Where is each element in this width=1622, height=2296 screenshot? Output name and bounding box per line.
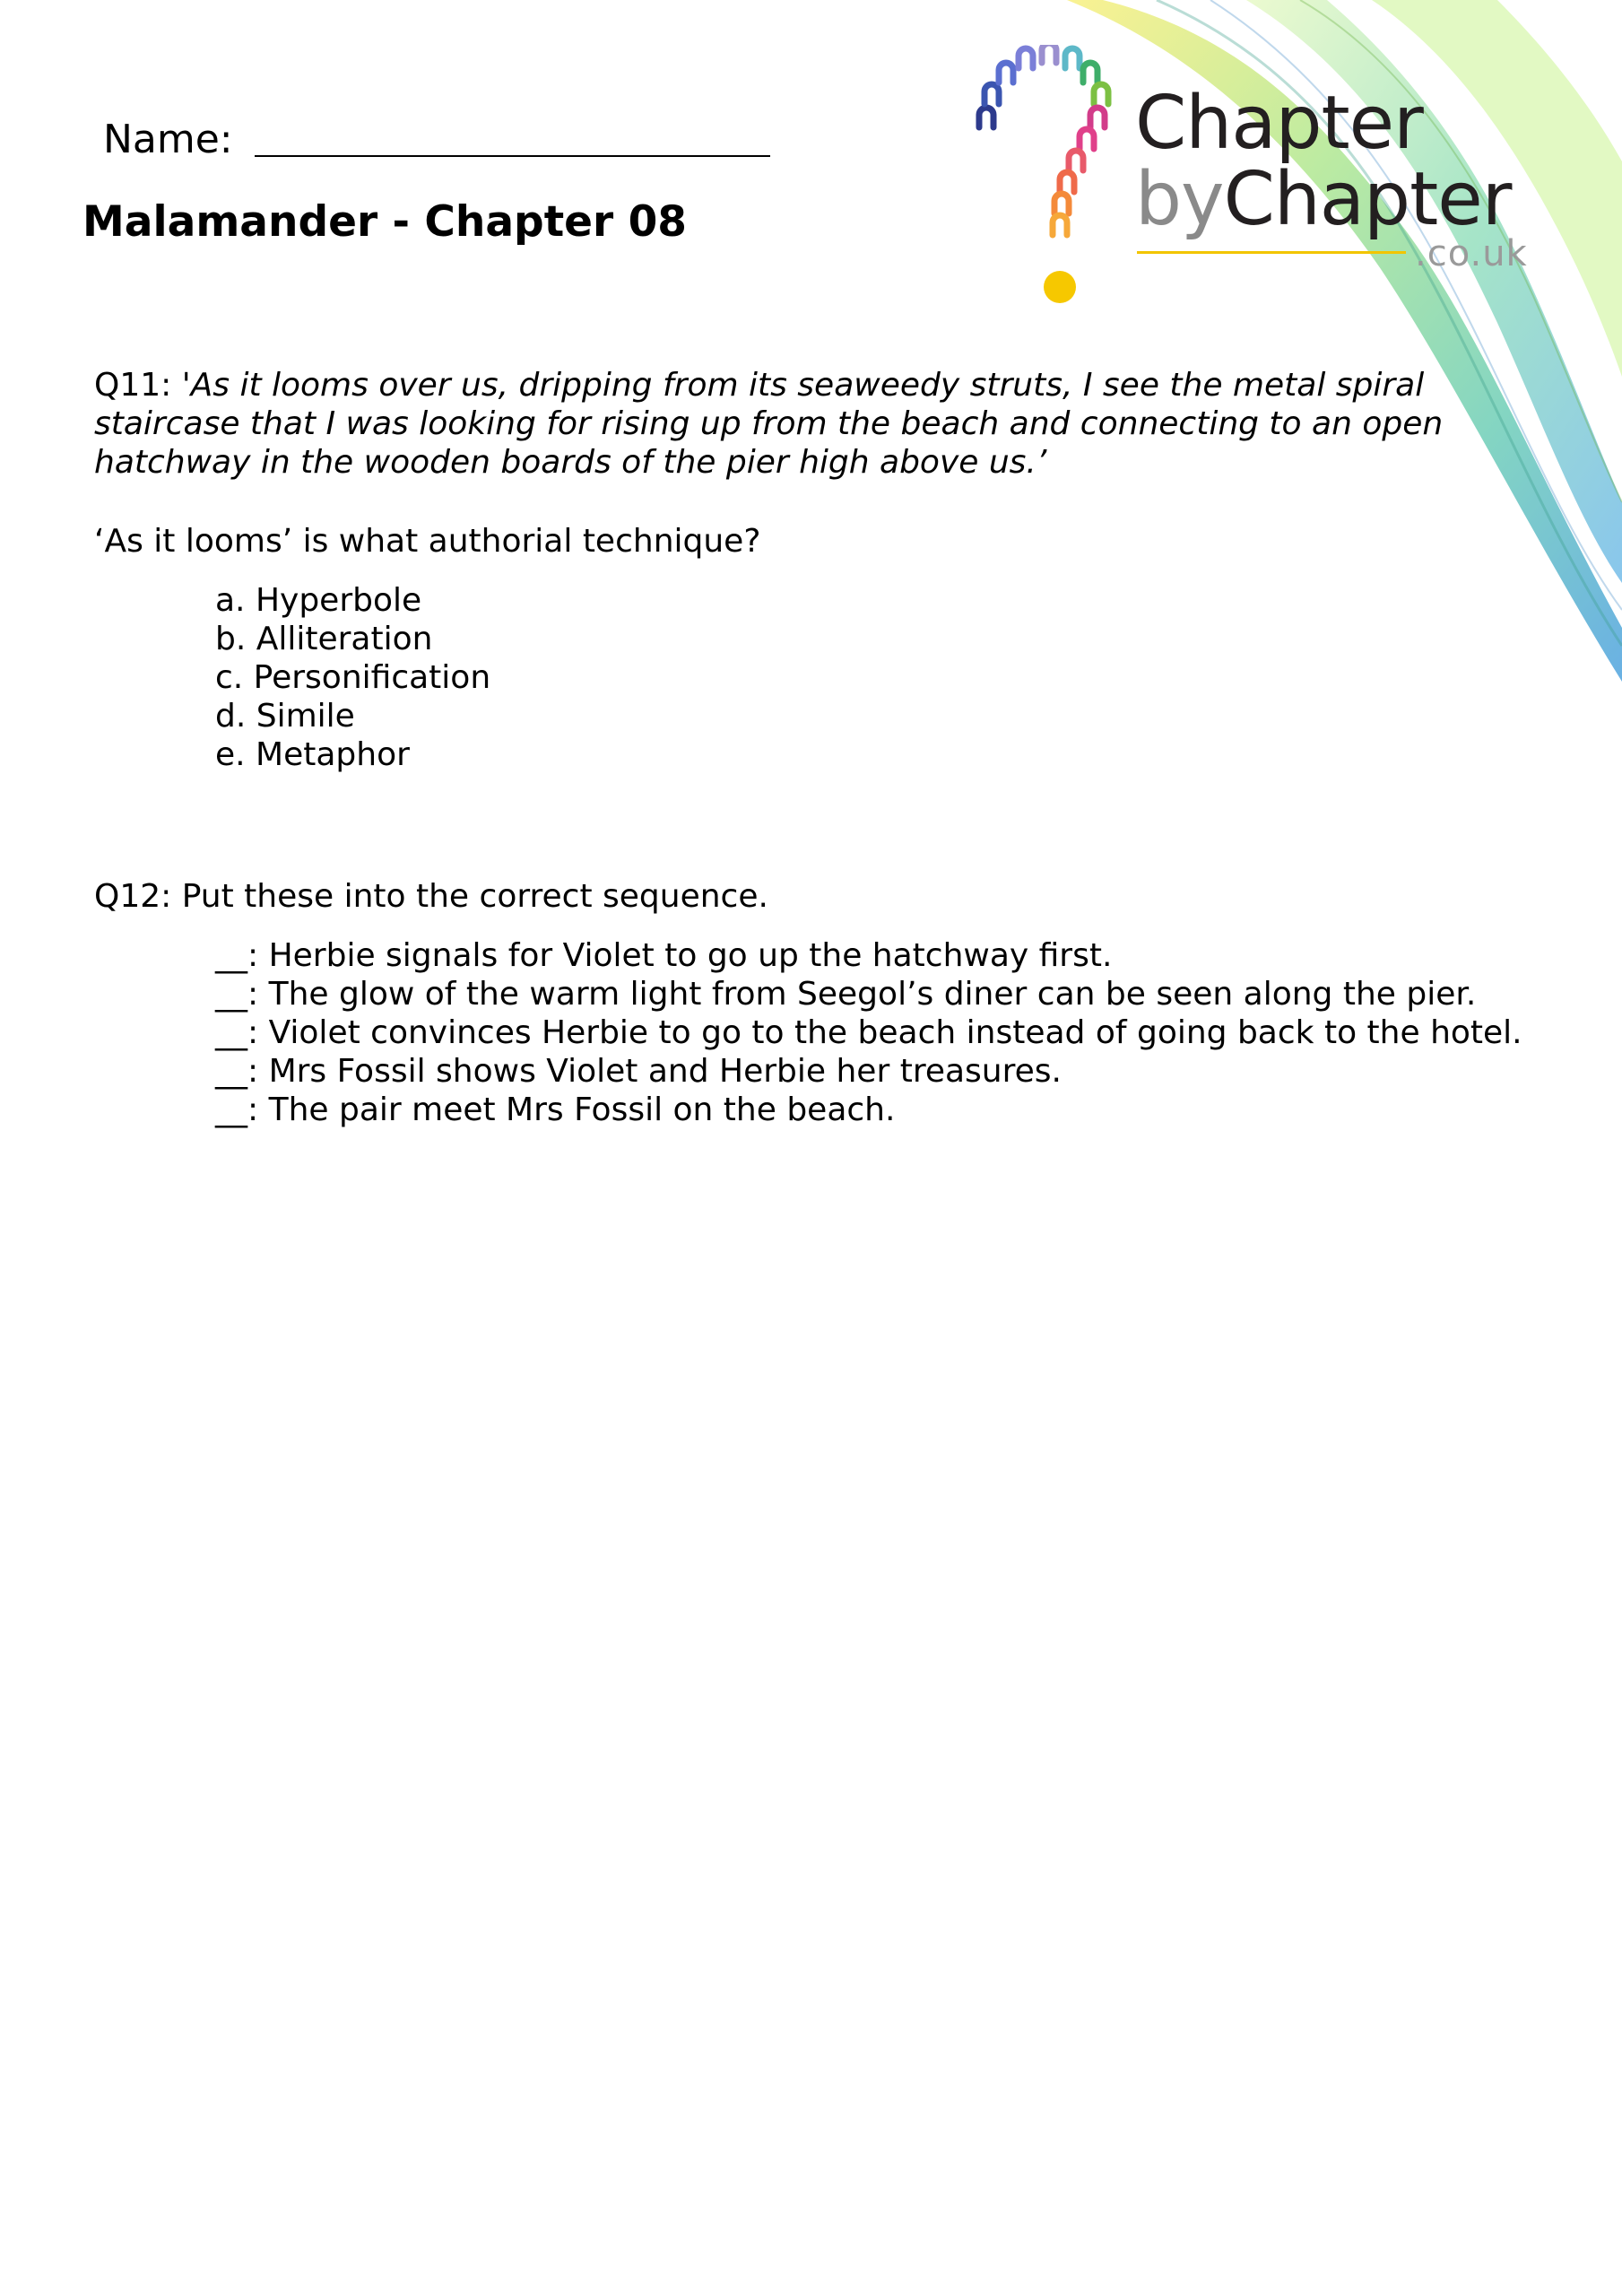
sequence-item: __: Herbie signals for Violet to go up the hatchway first.: [215, 937, 1113, 974]
question-12-sequence-list: [215, 936, 1524, 1129]
question-12-prompt: Q12: Put these into the correct sequence.: [94, 878, 768, 915]
sequence-item: __: Violet convinces Herbie to go to the beach instead of going back to the hotel.: [215, 1014, 1522, 1051]
question-11-options: [215, 581, 490, 774]
logo-bychapter-text: [1135, 157, 1511, 242]
logo-chapter-text: Chapter: [1135, 81, 1423, 166]
name-field: [103, 117, 770, 162]
logo-chapter-text-2: Chapter: [1223, 157, 1512, 242]
question-11-label: Q11:: [94, 367, 182, 404]
logo-domain-text: .co.uk: [1415, 233, 1528, 274]
sequence-item: __: The pair meet Mrs Fossil on the beach.: [215, 1091, 896, 1128]
sequence-item: __: Mrs Fossil shows Violet and Herbie her treasures.: [215, 1053, 1062, 1090]
name-label: Name:: [103, 117, 233, 162]
sequence-item: __: The glow of the warm light from Seegol’s diner can be seen along the pier.: [215, 976, 1477, 1013]
question-11: [94, 366, 1493, 482]
option-a: a. Hyperbole: [215, 582, 422, 619]
option-b: b. Alliteration: [215, 621, 433, 657]
logo-by-text: by: [1135, 157, 1224, 242]
chapter-by-chapter-logo: [959, 45, 1533, 314]
option-c: c. Personification: [215, 659, 491, 696]
logo-underline: [1137, 251, 1406, 254]
option-d: d. Simile: [215, 698, 355, 735]
option-e: e. Metaphor: [215, 736, 410, 773]
question-11-quote: 'As it looms over us, dripping from its seaweedy struts, I see the metal spiral staircase that I was looking for rising up from the beach and connecting to an open hatchway in the wooden boards of the pier high above us.’: [94, 367, 1444, 481]
question-11-prompt: ‘As it looms’ is what authorial technique?: [94, 523, 761, 560]
worksheet-title: Malamander - Chapter 08: [82, 197, 687, 247]
name-blank-line[interactable]: [255, 155, 770, 157]
